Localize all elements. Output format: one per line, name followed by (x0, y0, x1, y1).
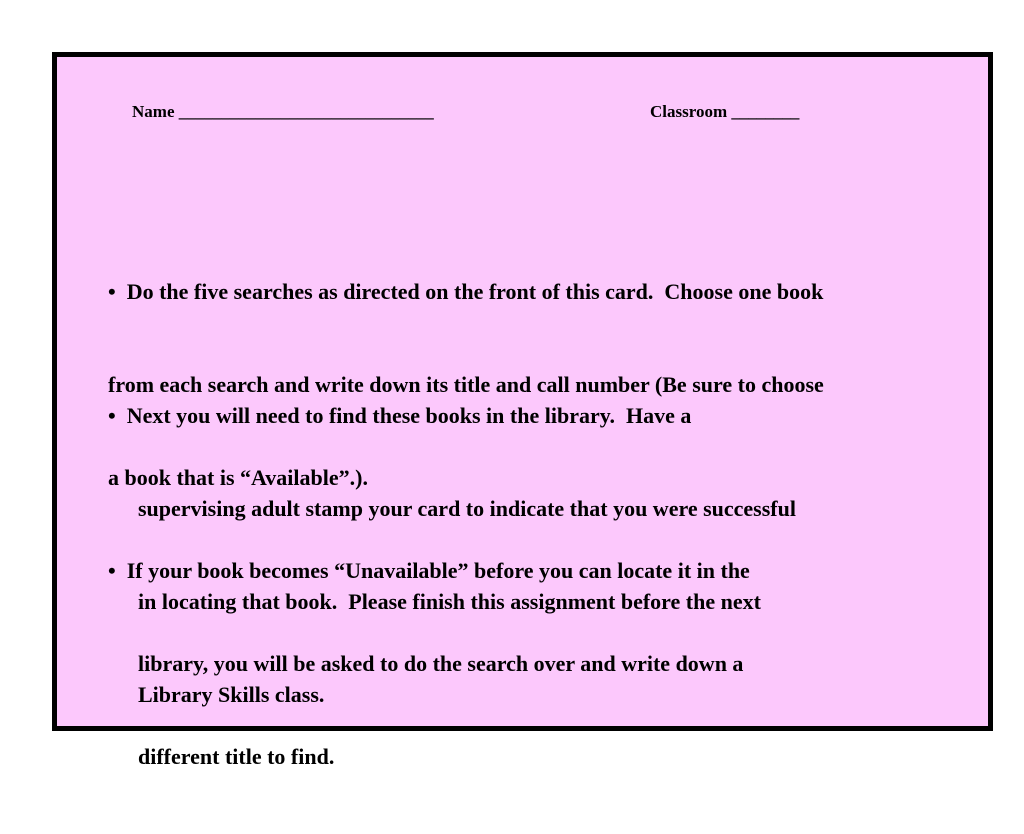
instruction-line: in locating that book. Please finish this assignment before the next (138, 589, 761, 614)
instruction-line: a book that is “Available”.). (108, 465, 368, 490)
instruction-line: supervising adult stamp your card to indicate that you were successful (138, 496, 796, 521)
instruction-line: Library Skills class. (138, 682, 325, 707)
instruction-line: from each search and write down its title and call number (Be sure to choose (108, 372, 824, 397)
library-card (52, 52, 993, 769)
instruction-line: different title to find. (138, 744, 335, 769)
instruction-line: • If your book becomes “Unavailable” before you can locate it in the (108, 558, 750, 583)
name-field-label: Name ______________________________ (132, 102, 434, 121)
instruction-line: • Do the five searches as directed on the front of this card. Choose one book (108, 279, 824, 304)
instruction-line: • Next you will need to find these books in the library. Have a (108, 403, 692, 428)
instruction-line: library, you will be asked to do the search over and write down a (138, 651, 744, 676)
instruction-paragraph-unavailable (108, 493, 750, 834)
classroom-field-label: Classroom ________ (650, 102, 800, 121)
